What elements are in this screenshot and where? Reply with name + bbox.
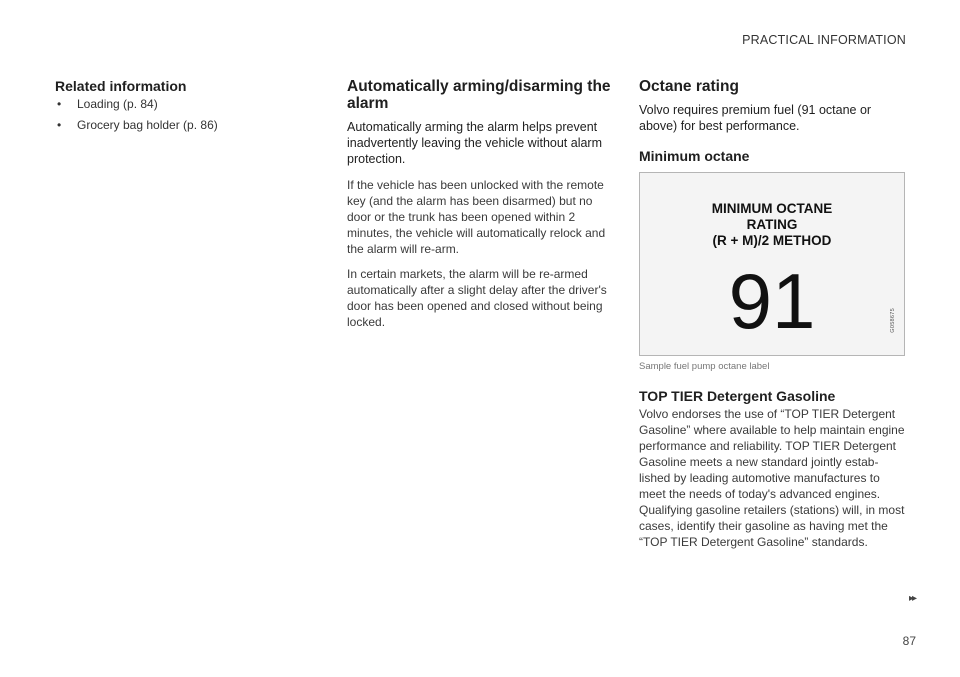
- page-header: PRACTICAL INFORMATION: [742, 33, 906, 47]
- minimum-octane-heading: Minimum octane: [639, 148, 750, 164]
- related-link-grocery-bag-holder[interactable]: [55, 117, 315, 133]
- related-links-list: [55, 96, 315, 133]
- image-code: G058675: [890, 308, 896, 333]
- octane-label-line: MINIMUM OCTANE: [711, 201, 833, 216]
- octane-label-line: RATING: [746, 217, 798, 232]
- top-tier-paragraph: Volvo endorses the use of “TOP TIER Detergent Gasoline” where available to help maintain engine performance and reliability. TOP TIER Detergent Gasoline meets a new standard jointly estab-lished by leading automotive manufactures to meet the needs of today's advanced engines. Qualifying gasoline retailers (stations) will, in most cases, identify their gasoline as having met the “TOP TIER Detergent Gasoline” standards.: [639, 407, 905, 549]
- top-tier-heading: TOP TIER Detergent Gasoline: [639, 388, 836, 404]
- related-link-loading[interactable]: [55, 96, 315, 112]
- alarm-paragraph: If the vehicle has been unlocked with the remote key (and the alarm has been disarmed) but no door or the trunk has been opened within 2 minutes, the vehicle will automatically relock and the alarm will re-arm.: [347, 178, 606, 256]
- alarm-heading: Automatically arming/disarming the alarm: [347, 78, 611, 112]
- alarm-section: [347, 78, 612, 339]
- page-number: 87: [902, 634, 916, 648]
- octane-heading: Octane rating: [639, 78, 739, 95]
- octane-label-title: [640, 201, 904, 249]
- octane-label-image: [639, 172, 905, 356]
- octane-label-line: (R + M)/2 METHOD: [712, 233, 832, 248]
- octane-section: [639, 78, 909, 550]
- alarm-intro: Automatically arming the alarm helps prevent inadvertently leaving the vehicle without alarm protection.: [347, 120, 602, 166]
- bullet-icon: •: [57, 97, 62, 111]
- image-caption: Sample fuel pump octane label: [639, 361, 770, 372]
- related-link-label[interactable]: Loading (p. 84): [77, 97, 158, 111]
- alarm-paragraph: In certain markets, the alarm will be re-armed automatically after a slight delay after the driver's door has been opened and closed without being locked.: [347, 267, 607, 329]
- related-information-heading: Related information: [55, 78, 187, 94]
- octane-intro: Volvo requires premium fuel (91 octane or above) for best performance.: [639, 103, 872, 133]
- related-link-label[interactable]: Grocery bag holder (p. 86): [77, 118, 218, 132]
- octane-label-number: 91: [728, 257, 816, 345]
- related-information-section: [55, 78, 315, 138]
- continue-arrows-icon: ▸▸: [908, 593, 915, 604]
- bullet-icon: •: [57, 118, 62, 132]
